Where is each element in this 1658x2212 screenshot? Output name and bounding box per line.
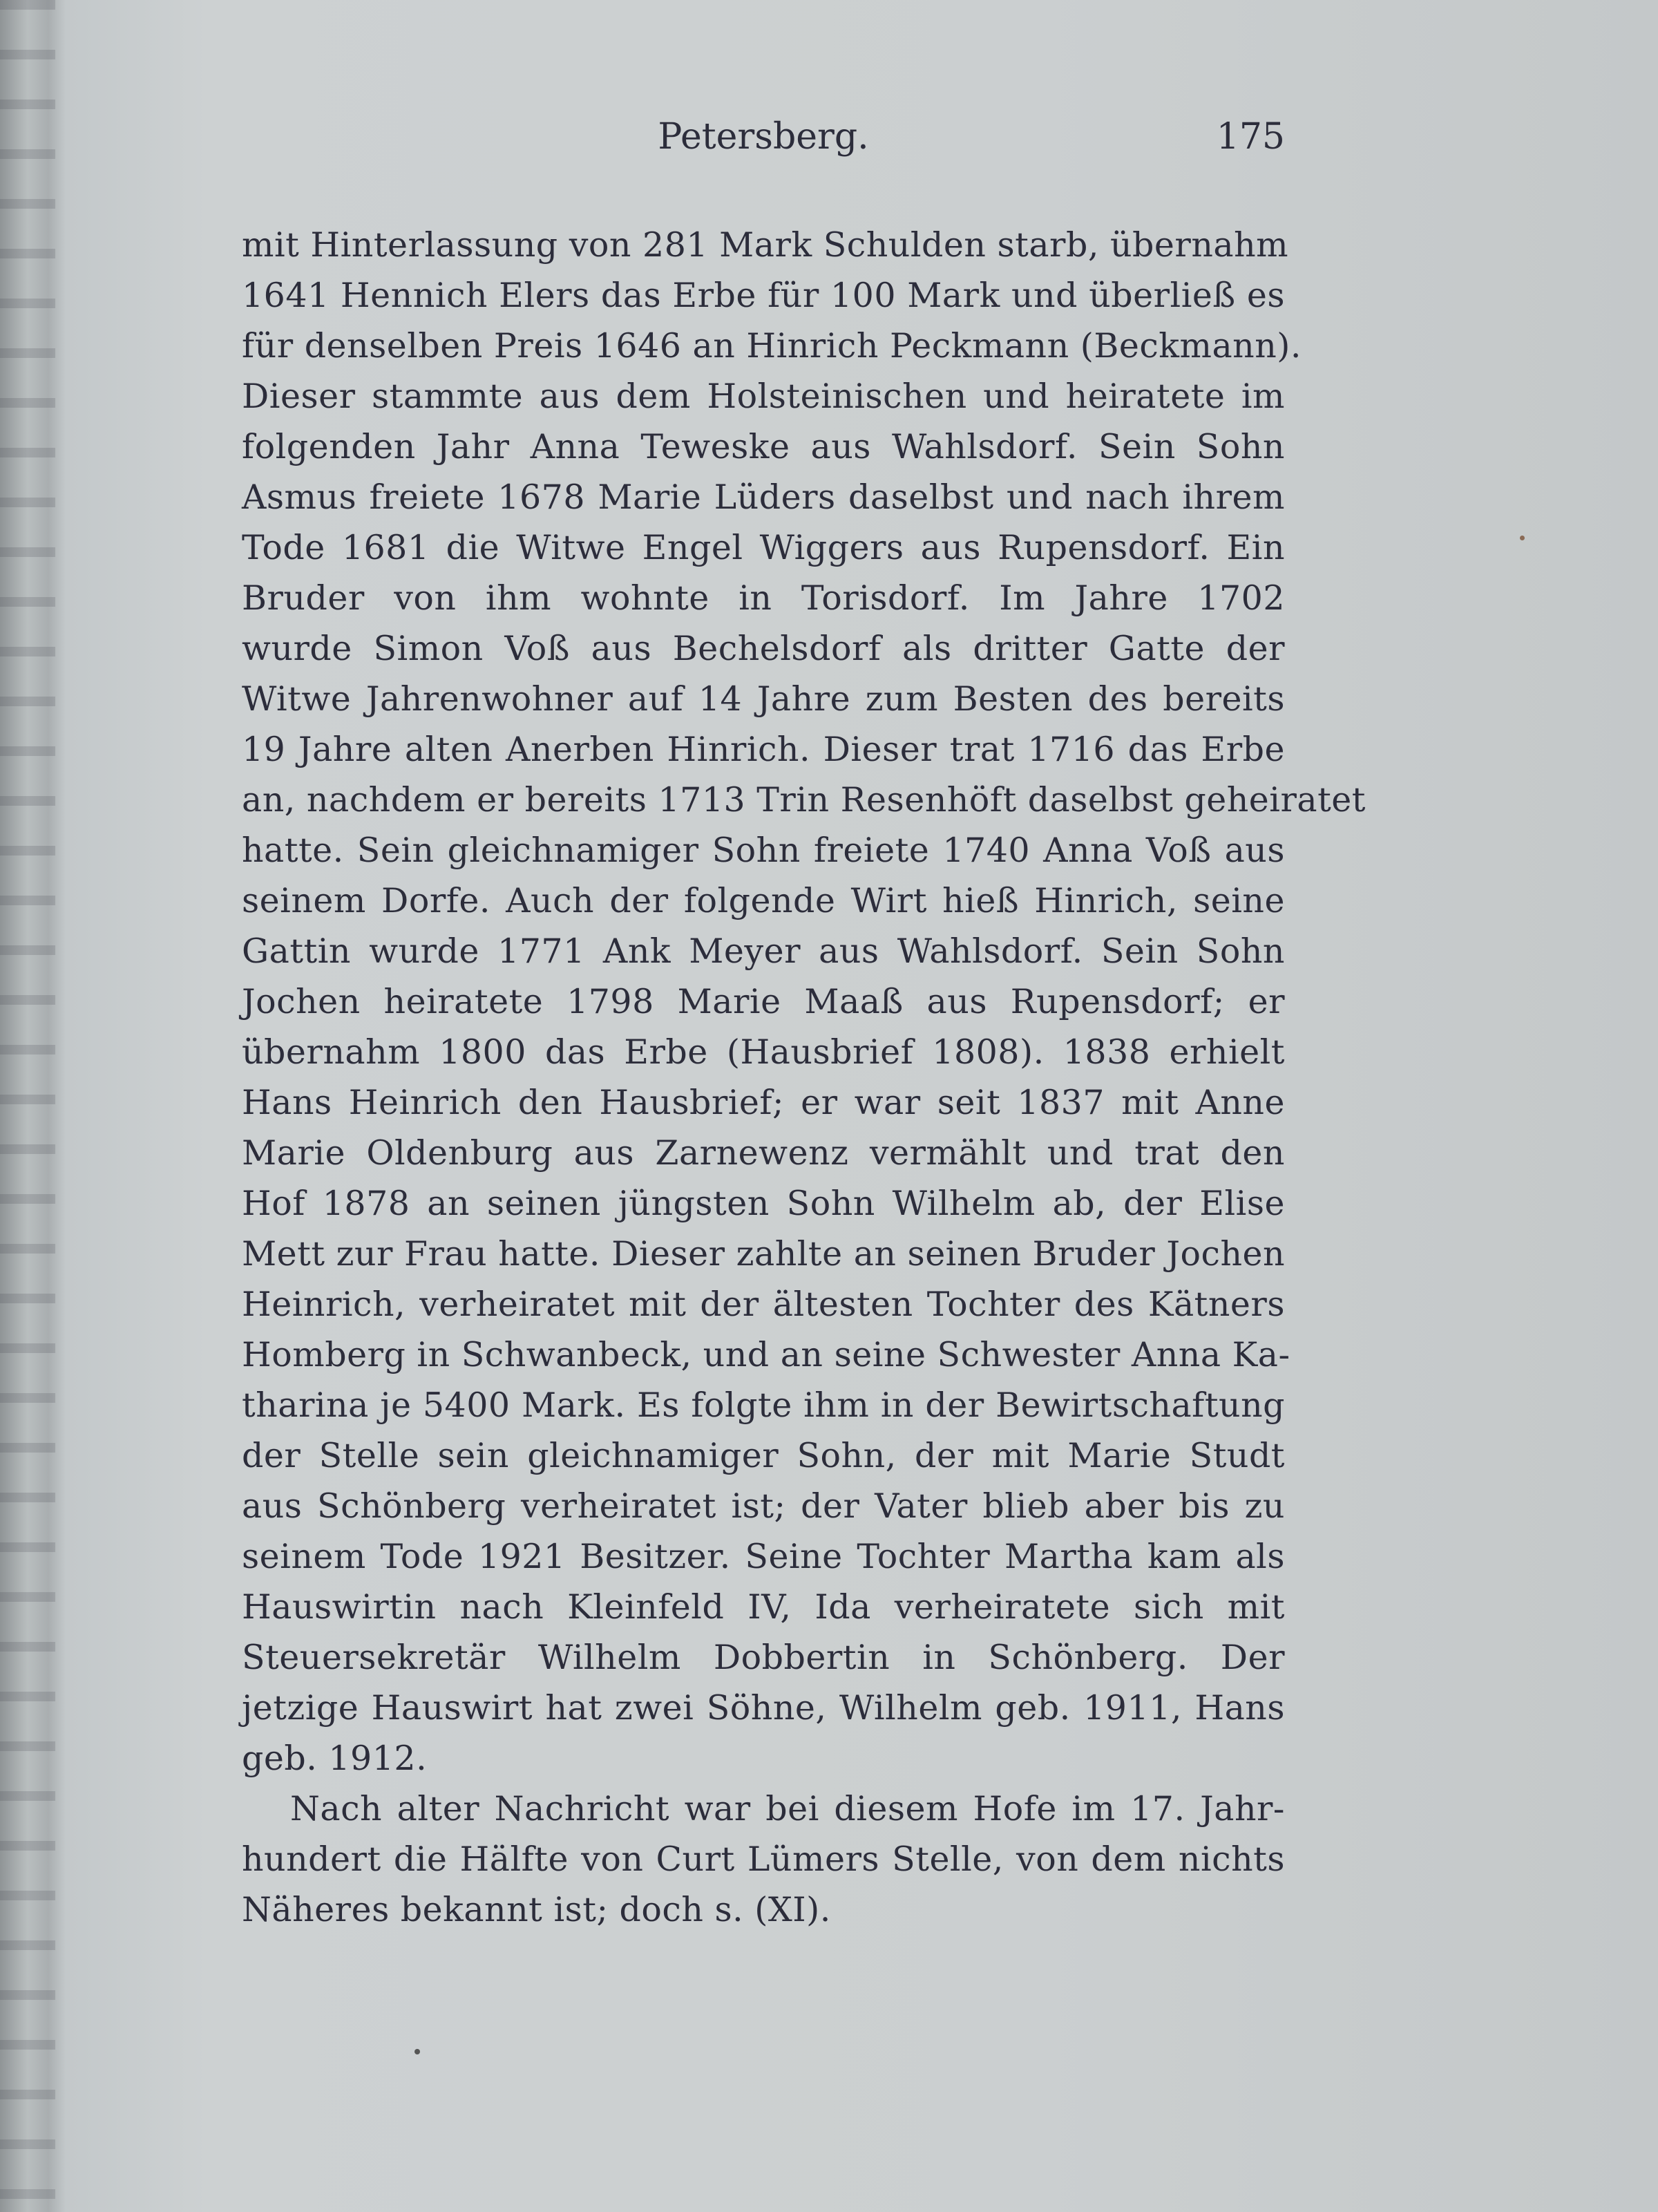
text-line: Marie Oldenburg aus Zarnewenz vermählt und trat den: [242, 1133, 1285, 1173]
speck: [414, 2049, 420, 2054]
text-line: der Stelle sein gleichnamiger Sohn, der mit Marie Studt: [242, 1436, 1285, 1475]
text-line: tharina je 5400 Mark. Es folgte ihm in der Bewirtschaftung: [242, 1386, 1285, 1425]
text-line: an, nachdem er bereits 1713 Trin Resenhöft daselbst geheiratet: [242, 780, 1366, 820]
text-line: Hauswirtin nach Kleinfeld IV, Ida verheiratete sich mit: [242, 1587, 1285, 1627]
text-line: seinem Tode 1921 Besitzer. Seine Tochter Martha kam als: [242, 1537, 1285, 1576]
text-line: Hof 1878 an seinen jüngsten Sohn Wilhelm ab, der Elise: [242, 1184, 1285, 1223]
text-line: 19 Jahre alten Anerben Hinrich. Dieser trat 1716 das Erbe: [242, 730, 1285, 769]
text-line: Heinrich, verheiratet mit der ältesten Tochter des Kätners: [242, 1285, 1285, 1324]
text-line: für denselben Preis 1646 an Hinrich Peckmann (Beckmann).: [242, 326, 1302, 366]
text-line: seinem Dorfe. Auch der folgende Wirt hieß Hinrich, seine: [242, 881, 1285, 920]
text-line: übernahm 1800 das Erbe (Hausbrief 1808). 1838 erhielt: [242, 1032, 1285, 1072]
page-number: 175: [1216, 116, 1285, 158]
page-header: [242, 116, 1285, 164]
text-line: Dieser stammte aus dem Holsteinischen und heiratete im: [242, 377, 1285, 416]
running-title: Petersberg.: [658, 116, 869, 158]
speck: [1520, 536, 1525, 540]
text-line: Homberg in Schwanbeck, und an seine Schwester Anna Ka-: [242, 1335, 1290, 1374]
text-line: folgenden Jahr Anna Teweske aus Wahlsdorf. Sein Sohn: [242, 427, 1285, 466]
body-text: [242, 220, 1366, 1935]
text-line: wurde Simon Voß aus Bechelsdorf als dritter Gatte der: [242, 629, 1285, 668]
text-line: Mett zur Frau hatte. Dieser zahlte an seinen Bruder Jochen: [242, 1234, 1286, 1274]
text-line: hundert die Hälfte von Curt Lümers Stelle, von dem nichts: [242, 1840, 1285, 1879]
text-line: hatte. Sein gleichnamiger Sohn freiete 1740 Anna Voß aus: [242, 831, 1285, 870]
text-line: aus Schönberg verheiratet ist; der Vater blieb aber bis zu: [242, 1486, 1285, 1526]
text-line: Asmus freiete 1678 Marie Lüders daselbst und nach ihrem: [242, 478, 1285, 517]
text-line: Witwe Jahrenwohner auf 14 Jahre zum Besten des bereits: [242, 679, 1285, 719]
text-line: jetzige Hauswirt hat zwei Söhne, Wilhelm geb. 1911, Hans: [242, 1688, 1285, 1728]
text-line: 1641 Hennich Elers das Erbe für 100 Mark und überließ es: [242, 276, 1285, 315]
facing-page-edge: [0, 0, 55, 2212]
text-line: Näheres bekannt ist; doch s. (XI).: [242, 1890, 831, 1929]
text-line: Bruder von ihm wohnte in Torisdorf. Im Jahre 1702: [242, 578, 1285, 618]
text-line: Jochen heiratete 1798 Marie Maaß aus Rupensdorf; er: [242, 982, 1285, 1021]
text-line: Steuersekretär Wilhelm Dobbertin in Schönberg. Der: [242, 1638, 1285, 1677]
text-line: mit Hinterlassung von 281 Mark Schulden starb, übernahm: [242, 225, 1289, 265]
text-line: geb. 1912.: [242, 1739, 428, 1778]
text-line: Nach alter Nachricht war bei diesem Hofe im 17. Jahr-: [290, 1789, 1285, 1828]
text-line: Gattin wurde 1771 Ank Meyer aus Wahlsdorf. Sein Sohn: [242, 932, 1285, 971]
text-line: Tode 1681 die Witwe Engel Wiggers aus Rupensdorf. Ein: [242, 528, 1285, 567]
text-line: Hans Heinrich den Hausbrief; er war seit 1837 mit Anne: [242, 1083, 1285, 1122]
